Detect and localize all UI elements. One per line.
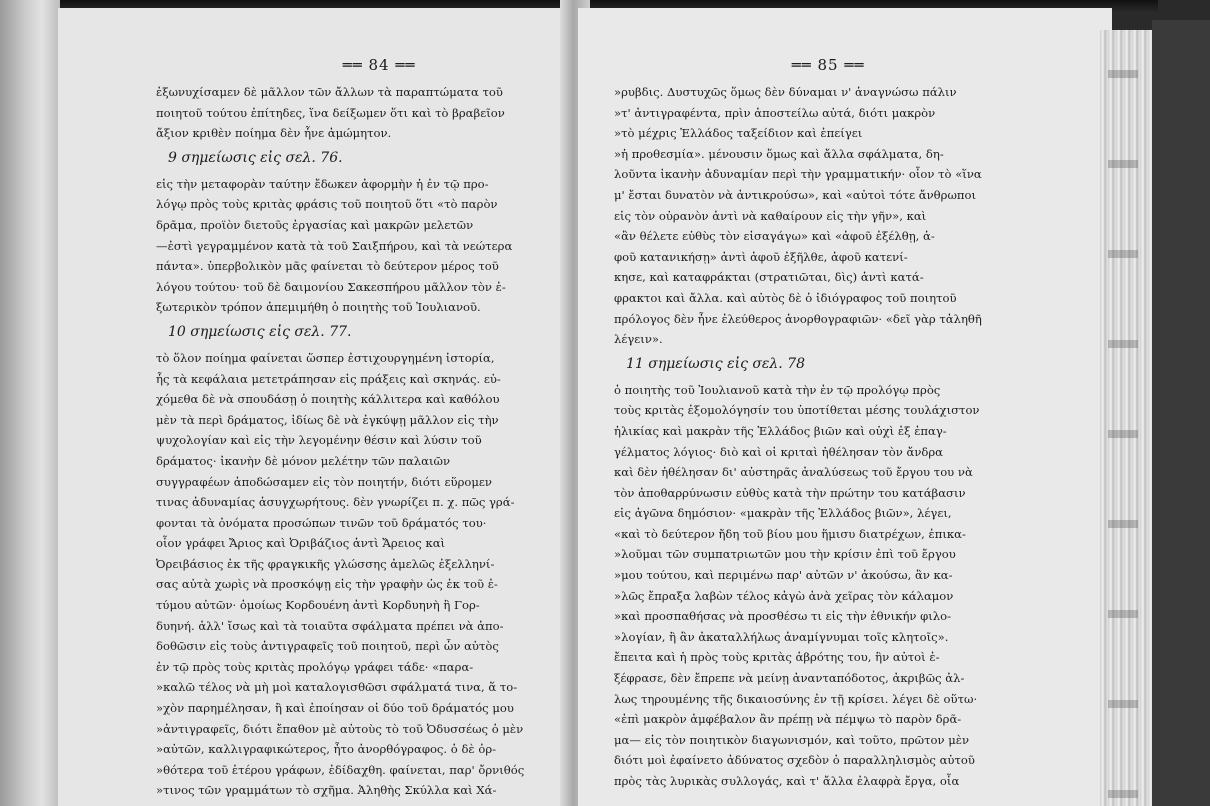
text-line: »καὶ προσπαθήσας νὰ προσθέσω τι εἰς τὴν ἐθνικήν φιλο-: [614, 609, 952, 624]
text-line: λοῦντα ἱκανὴν ἀδυναμίαν περὶ τὴν γραμματικήν· οἷον τὸ «ἵνα: [614, 167, 982, 182]
text-line: πάντα». ὑπερβολικὸν μᾶς φαίνεται τὸ δεύτερον μέρος τοῦ: [156, 259, 499, 274]
text-line: καὶ δὲν ἠθέλησαν δι' αὐστηρᾶς ἀναλύσεως τοῦ ἔργου του νὰ: [614, 465, 973, 480]
text-line: κησε, καὶ καταφράκται (στρατιῶται, δὶς) ἀντὶ κατά-: [614, 270, 924, 285]
text-line: »ἀντιγραφεῖς, διότι ἔπαθον μὲ αὐτοὺς τὸ τοῦ Ὀδυσσέως ὁ μὲν: [156, 721, 524, 736]
text-line: οἷον γράφει Ἄριος καὶ Ὀριβάζιος ἀντὶ Ἄρειος καὶ: [156, 536, 446, 551]
text-line: τοὺς κριτὰς ἐξομολόγησίν του ὑποτίθεται μέσης τουλάχιστον: [614, 403, 980, 418]
text-line: συγγραφέων ἀποδώσαμεν εἰς τὸν ποιητήν, διότι εὕρομεν: [156, 474, 492, 489]
page-edges: [1100, 30, 1152, 806]
text-line: δρᾶμα, προϊὸν διετοῦς ἐργασίας καὶ μακρῶν μελετῶν: [156, 217, 474, 232]
text-line: ἧς τὰ κεφάλαια μετετράπησαν εἰς πράξεις καὶ σκηνάς. εὐ-: [156, 371, 501, 386]
text-line: Ὀρειβάσιος ἐκ τῆς φραγκικῆς γλώσσης ἀμελῶς ἐξελληνί-: [156, 556, 495, 571]
text-line: σας αὐτὰ χωρὶς νὰ προσκόψῃ εἰς τὴν γραφὴν ὡς ἐκ τοῦ ἐ-: [156, 577, 498, 592]
left-book-edge: [0, 0, 60, 806]
text-line: »λογίαν, ἢ ἂν ἀκαταλλήλως ἀναμίγνυμαι τοῖς κλητοῖς».: [614, 629, 949, 644]
text-line: »τὸ μέχρις Ἑλλάδος ταξείδιον καὶ ἐπείγει: [614, 126, 863, 141]
left-page-text: [156, 82, 542, 801]
text-line: λως τηρουμένης τῆς δικαιοσύνης ἐν τῇ κρίσει. λέγει δὲ οὕτω·: [614, 691, 978, 706]
left-page: [58, 8, 566, 806]
text-line: μὲν τὰ περὶ δράματος, ἰδίως δὲ νὰ ἐγκύψῃ μᾶλλον εἰς τὴν: [156, 412, 499, 427]
note-heading: 11 σημείωσις εἰς σελ. 78: [626, 355, 806, 372]
page-number: ══ 84 ══: [342, 56, 416, 74]
text-line: »τινος τῶν γραμμάτων τὸ σχῆμα. Ἀληθὴς Σκύλλα καὶ Χά-: [156, 783, 497, 798]
right-page-text: [614, 82, 1042, 792]
text-line: δυηνή. ἀλλ' ἴσως καὶ τὰ τοιαῦτα σφάλματα πρέπει νὰ ἀπο-: [156, 618, 504, 633]
text-line: εἰς τὴν μεταφορὰν ταύτην ἔδωκεν ἀφορμὴν ἡ ἐν τῷ προ-: [156, 176, 489, 191]
text-line: »χὸν παρημέλησαν, ἢ καὶ ἐποίησαν οἱ δύο τοῦ δράματός μου: [156, 701, 514, 716]
page-number: ══ 85 ══: [791, 56, 865, 74]
text-line: «ἐπὶ μακρὸν ἀμφέβαλον ἂν πρέπῃ νὰ πέμψω τὸ παρὸν δρᾶ-: [614, 712, 962, 727]
text-line: »ρυβδις. Δυστυχῶς ὅμως δὲν δύναμαι ν' ἀναγνώσω πάλιν: [614, 85, 957, 99]
text-line: λέγειν».: [614, 332, 663, 347]
note-heading: 10 σημείωσις εἰς σελ. 77.: [168, 323, 352, 340]
text-line: τύμου αὐτῶν· ὁμοίως Κορδουένη ἀντὶ Κορδυηνὴ ἢ Γορ-: [156, 598, 480, 613]
text-line: ἡλικίας καὶ μακρὰν τῆς Ἑλλάδος βιῶν καὶ οὐχὶ ἐξ ἐπαγ-: [614, 423, 947, 438]
text-line: ὁ ποιητὴς τοῦ Ἰουλιανοῦ κατὰ τὴν ἐν τῷ προλόγῳ πρὸς: [614, 382, 941, 397]
book-cover: [1152, 20, 1210, 806]
text-line: τὸν ἀποθαρρύνωσιν εὐθὺς κατὰ τὴν πρώτην του κατάβασιν: [614, 485, 966, 500]
text-line: πρὸς τὰς λυρικὰς συλλογάς, καὶ τ' ἄλλα ἐλαφρὰ ἔργα, οἷα: [614, 774, 960, 788]
text-line: λόγου τούτου· τοῦ δὲ δαιμονίου Σακεσπήρου μᾶλλον τὸν ἐ-: [156, 279, 506, 294]
text-line: »τ' ἀντιγραφέντα, πρὶν ἀποστείλω αὐτά, διότι μακρὸν: [614, 105, 936, 120]
text-line: ἐξωνυχίσαμεν δὲ μᾶλλον τῶν ἄλλων τὰ παραπτώματα τοῦ: [156, 85, 503, 99]
text-line: ξέφρασε, δὲν ἔπρεπε νὰ μείνῃ ἀνανταπόδοτος, ἀκριβῶς ἀλ-: [614, 671, 965, 686]
text-line: »αὐτῶν, καλλιγραφικώτερος, ἦτο ἀνορθόγραφος. ὁ δὲ ὀρ-: [156, 742, 497, 757]
text-line: πρόλογος δὲν ἦνε ἐλεύθερος ἀνορθογραφιῶν· «δεῖ γὰρ τἀληθῆ: [614, 311, 982, 326]
text-line: τινας ἀδυναμίας ἀσυγχωρήτους. δὲν γνωρίζει π. χ. πῶς γρά-: [156, 495, 515, 510]
text-line: ξωτερικὸν τρόπον ἀπεμιμήθη ὁ ποιητὴς τοῦ Ἰουλιανοῦ.: [156, 300, 481, 315]
text-line: —ἐστὶ γεγραμμένον κατὰ τὰ τοῦ Σαιξπήρου, καὶ τὰ νεώτερα: [156, 238, 513, 253]
text-line: δράματος· ἱκανὴν δὲ μόνον μελέτην τῶν παλαιῶν: [156, 453, 451, 468]
text-line: »ἡ προθεσμία». μένουσιν ὅμως καὶ ἄλλα σφάλματα, δη-: [614, 146, 944, 161]
text-line: »θότερα τοῦ ἑτέρου γράφων, ἐδίδαχθη. φαίνεται, παρ' ὄρνιθός: [156, 762, 525, 777]
text-line: εἰς ἀγῶνα δημόσιον· «μακρὰν τῆς Ἑλλάδος βιῶν», λέγει,: [614, 506, 952, 521]
text-line: ψυχολογίαν καὶ εἰς τὴν λεγομένην θέσιν καὶ λύσιν τοῦ: [156, 433, 482, 448]
text-line: εἰς τὸν οὐρανὸν ἀντὶ νὰ καθαίρουν εἰς τὴν γῆν», καὶ: [614, 208, 927, 223]
text-line: ποιητοῦ τούτου ἐπίτηδες, ἵνα δείξωμεν ὅτι καὶ τὸ βραβεῖον: [156, 105, 505, 120]
text-line: ἔπειτα καὶ ἡ πρὸς τοὺς κριτὰς ἁβρότης του, ἣν αὐτοὶ ἐ-: [614, 650, 940, 665]
text-line: ἐν τῷ πρὸς τοὺς κριτὰς προλόγῳ γράφει τάδε· «παρα-: [156, 659, 474, 674]
text-line: τὸ ὅλον ποίημα φαίνεται ὥσπερ ἐστιχουργημένη ἱστορία,: [156, 350, 495, 365]
text-line: δοθῶσιν εἰς τοὺς ἀντιγραφεῖς τοῦ ποιητοῦ, περὶ ὧν αὐτὸς: [156, 639, 499, 654]
text-line: λόγῳ πρὸς τοὺς κριτὰς φράσις τοῦ ποιητοῦ ὅτι «τὸ παρὸν: [156, 197, 498, 212]
text-line: «ἂν θέλετε εὐθὺς τὸν εἰσαγάγω» καὶ «ἀφοῦ ἐξέλθῃ, ἀ-: [614, 229, 935, 244]
text-line: μα— εἰς τὸν ποιητικὸν διαγωνισμόν, καὶ τοῦτο, πρῶτον μὲν: [614, 732, 970, 747]
text-line: διότι μοὶ ἐφαίνετο ἀδύνατος σχεδὸν ὁ παραλληλισμὸς αὐτοῦ: [614, 753, 975, 768]
right-page: [578, 8, 1112, 806]
text-line: »λῶς ἔπραξα λαβὼν τέλος κἀγὼ ἀνὰ χεῖρας τὸν κάλαμον: [614, 588, 954, 603]
text-line: »μου τούτου, καὶ περιμένω παρ' αὐτῶν ν' ἀκούσω, ἂν κα-: [614, 568, 953, 583]
text-line: »καλῶ τέλος νὰ μὴ μοὶ καταλογισθῶσι σφάλματά τινα, ἅ το-: [156, 680, 518, 695]
text-line: φονται τὰ ὀνόματα προσώπων τινῶν τοῦ δράματός του·: [156, 515, 487, 530]
text-line: χόμεθα δὲ νὰ σπουδάσῃ ὁ ποιητὴς κάλλιτερα καὶ καθόλου: [156, 392, 500, 407]
text-line: «καὶ τὸ δεύτερον ἤδη τοῦ βίου μου ἥμισυ διατρέχων, ἐπικα-: [614, 526, 966, 541]
note-heading: 9 σημείωσις εἰς σελ. 76.: [168, 149, 343, 166]
text-line: φοῦ κατανικήσῃ» ἀντὶ ἀφοῦ ἐξῆλθε, ἀφοῦ κατενί-: [614, 249, 908, 264]
text-line: μ' ἔσται δυνατὸν νὰ ἀντικρούσω», καὶ «αὐτοὶ τότε ἄνθρωποι: [614, 187, 977, 202]
text-line: γέλματος λόγιος· διὸ καὶ οἱ κριταὶ ἠθέλησαν τὸν ἄνδρα: [614, 444, 943, 459]
text-line: ἄξιον κριθὲν ποίημα δὲν ἦνε ἀμώμητον.: [156, 126, 392, 141]
text-line: »λοῦμαι τῶν συμπατριωτῶν μου τὴν κρίσιν ἐπὶ τοῦ ἔργου: [614, 547, 956, 562]
text-line: φρακτοι καὶ ἄλλα. καὶ αὐτὸς δὲ ὁ ἰδιόγραφος τοῦ ποιητοῦ: [614, 290, 957, 305]
